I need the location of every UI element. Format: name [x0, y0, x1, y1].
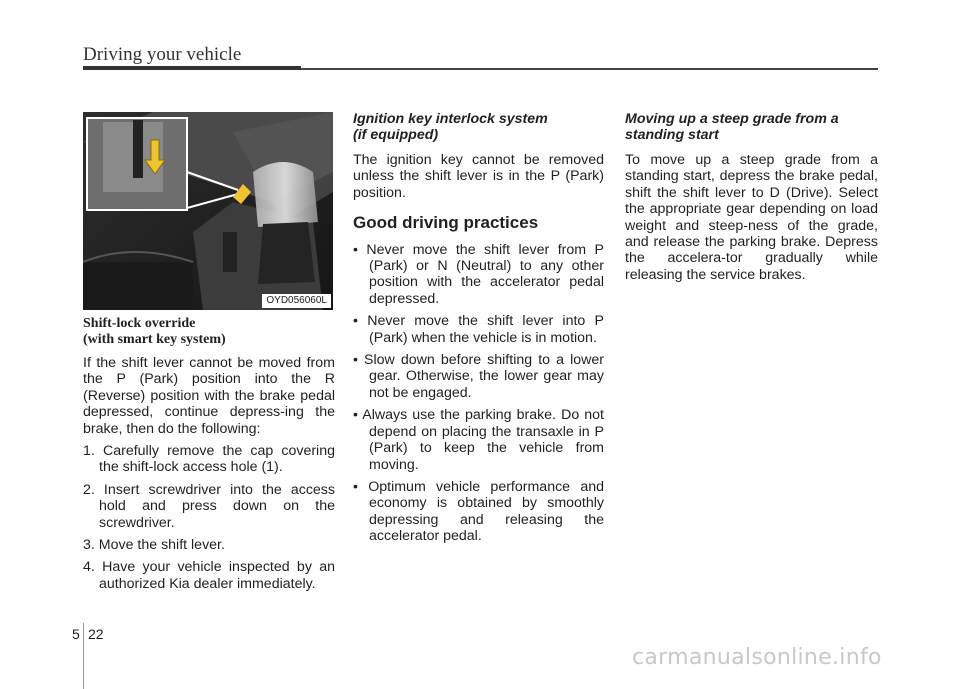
section-number: 5 [72, 626, 80, 642]
page-header-title: Driving your vehicle [83, 44, 242, 65]
column-right [625, 112, 878, 289]
bullet-item: • Slow down before shifting to a lower gear. Otherwise, the lower gear may not be engaged. [353, 352, 604, 401]
bullet-item: • Never move the shift lever into P (Park) when the vehicle is in motion. [353, 313, 604, 346]
good-driving-list [353, 242, 604, 545]
bullet-item: • Optimum vehicle performance and economy is obtained by smoothly depressing and releasing the accelerator pedal. [353, 478, 604, 545]
shift-lock-heading-line1: Shift-lock override [83, 316, 196, 331]
column-left [83, 112, 335, 598]
ignition-interlock-heading: Ignition key interlock system (if equipped) [353, 111, 548, 143]
footer-divider [83, 623, 84, 689]
header-rule-thick [83, 66, 301, 70]
steep-grade-text: To move up a steep grade from a standing start, depress the brake pedal, shift the shift lever to D (Drive). Select the appropriate gear depending on load weight and steep-ness of the grade, and release the parking brake. Depress the accelera-tor gradually while releasing the service brakes. [625, 152, 878, 283]
column-middle [353, 112, 604, 551]
ignition-interlock-text: The ignition key cannot be removed unless the shift lever is in the P (Park) position. [353, 152, 604, 201]
bullet-item: • Always use the parking brake. Do not depend on placing the transaxle in P (Park) to keep the vehicle from moving. [353, 407, 604, 473]
step-item: 1. Carefully remove the cap covering the shift-lock access hole (1). [83, 443, 335, 476]
page-number: 22 [88, 626, 104, 642]
step-item: 3. Move the shift lever. [83, 537, 225, 554]
watermark-text: carmanualsonline.info [632, 645, 882, 670]
shift-lock-photo [83, 112, 333, 310]
shift-lock-intro: If the shift lever cannot be moved from the P (Park) position into the R (Reverse) position with the brake pedal depressed, continue depress-ing the brake, then do the following: [83, 355, 335, 437]
shift-lock-heading-line2: (with smart key system) [83, 332, 226, 347]
step-item: 2. Insert screwdriver into the access hold and press down on the screwdriver. [83, 481, 335, 531]
steep-grade-heading: Moving up a steep grade from a standing start [625, 111, 839, 143]
shift-lock-steps [83, 443, 335, 592]
bullet-item: • Never move the shift lever from P (Park) or N (Neutral) to any other position with the accelerator pedal depressed. [353, 241, 604, 307]
figure-code: OYD056060L [262, 294, 331, 308]
step-item: 4. Have your vehicle inspected by an authorized Kia dealer immediately. [83, 559, 335, 592]
header-rule-thin [301, 68, 878, 70]
good-driving-heading: Good driving practices [353, 213, 539, 233]
shift-lever-illustration [83, 112, 333, 310]
